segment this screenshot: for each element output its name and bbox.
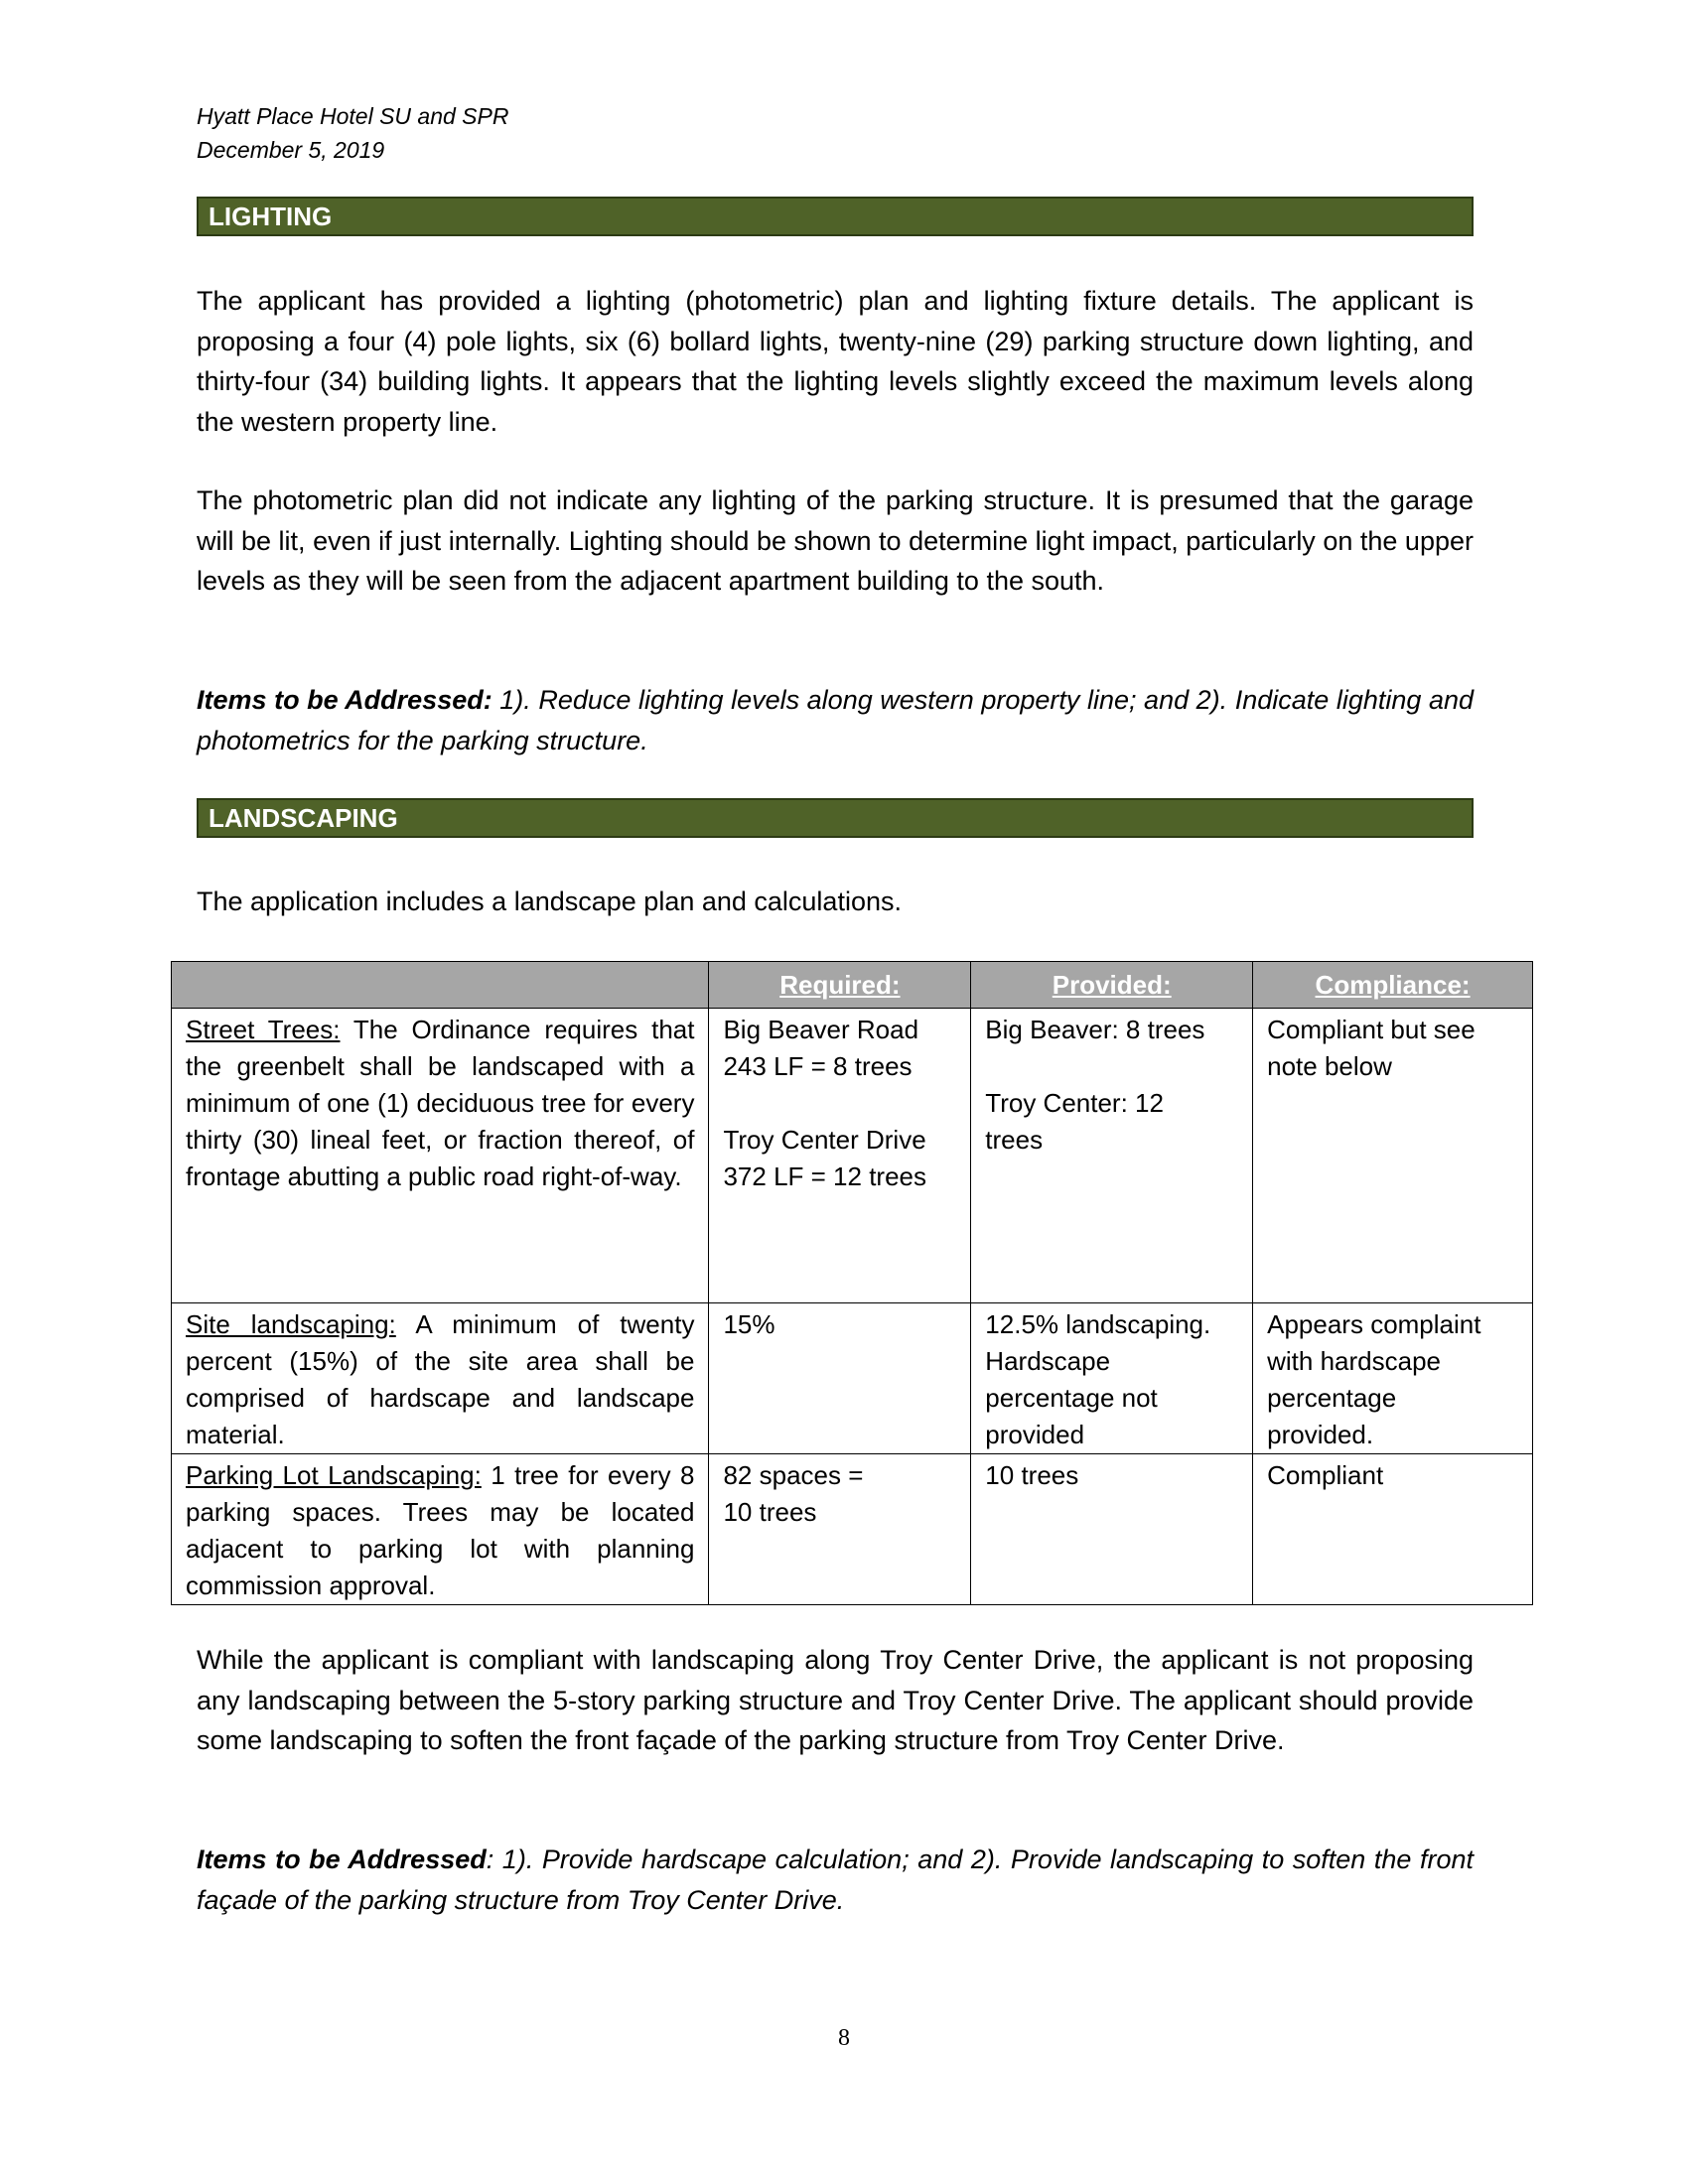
section-heading-landscaping: LANDSCAPING	[197, 798, 1474, 838]
compliance-cell: Appears complaint with hardscape percentage provided.	[1253, 1303, 1533, 1454]
required-cell: 82 spaces = 10 trees	[709, 1454, 971, 1605]
section-heading-lighting: LIGHTING	[197, 197, 1474, 236]
provided-cell: 10 trees	[971, 1454, 1253, 1605]
header-title: Hyatt Place Hotel SU and SPR	[197, 103, 509, 129]
table-row	[172, 1454, 1533, 1605]
requirement-cell	[172, 1303, 709, 1454]
requirement-description: The Ordinance requires that the greenbelt shall be landscaped with a minimum of one (1) deciduous tree for every thirty (30) lineal feet, or fraction thereof, of frontage abutting a public road right-of-way.	[186, 1015, 695, 1191]
lighting-paragraph-1: The applicant has provided a lighting (photometric) plan and lighting fixture details. The applicant is proposing a four (4) pole lights, six (6) bollard lights, twenty-nine (29) parking structure down lighting, and thirty-four (34) building lights. It appears that the lighting levels slightly exceed the maximum levels along the western property line.	[197, 286, 1474, 437]
table-header-provided: Provided:	[971, 962, 1253, 1009]
header-date: December 5, 2019	[197, 137, 385, 163]
compliance-cell: Compliant but see note below	[1253, 1009, 1533, 1303]
landscaping-paragraph: While the applicant is compliant with landscaping along Troy Center Drive, the applicant is not proposing any landscaping between the 5-story parking structure and Troy Center Drive. The applicant should provide some landscaping to soften the front façade of the parking structure from Troy Center Drive.	[197, 1645, 1474, 1755]
document-header	[197, 99, 508, 167]
compliance-cell: Compliant	[1253, 1454, 1533, 1605]
requirement-cell	[172, 1009, 709, 1303]
landscaping-intro: The application includes a landscape plan and calculations.	[197, 887, 902, 916]
items-text: 1). Reduce lighting levels along western property line; and 2). Indicate lighting and photometrics for the parking structure.	[197, 685, 1474, 755]
table-header-cell	[172, 962, 709, 1009]
required-cell: Big Beaver Road 243 LF = 8 trees Troy Center Drive 372 LF = 12 trees	[709, 1009, 971, 1303]
provided-cell: Big Beaver: 8 trees Troy Center: 12 trees	[971, 1009, 1253, 1303]
requirement-label: Parking Lot Landscaping:	[186, 1460, 482, 1490]
requirement-label: Street Trees:	[186, 1015, 341, 1044]
table-row	[172, 1009, 1533, 1303]
landscaping-items-to-address	[197, 1840, 1474, 1920]
table-header-compliance: Compliance:	[1253, 962, 1533, 1009]
provided-cell: 12.5% landscaping. Hardscape percentage not provided	[971, 1303, 1253, 1454]
landscape-requirements-table	[171, 961, 1533, 1605]
lighting-paragraph-2: The photometric plan did not indicate any lighting of the parking structure. It is presumed that the garage will be lit, even if just internally. Lighting should be shown to determine light impact, particularly on the upper levels as they will be seen from the adjacent apartment building to the south.	[197, 485, 1474, 596]
required-cell: 15%	[709, 1303, 971, 1454]
items-label: Items to be Addressed	[197, 1844, 487, 1874]
requirement-label: Site landscaping:	[186, 1309, 396, 1339]
lighting-items-to-address	[197, 680, 1474, 760]
table-row	[172, 1303, 1533, 1454]
table-header-required: Required:	[709, 962, 971, 1009]
page-number: 8	[838, 2025, 850, 2051]
requirement-description: 1 tree for every 8 parking spaces. Trees may be located adjacent to parking lot with planning commission approval.	[186, 1460, 695, 1600]
requirement-cell	[172, 1454, 709, 1605]
requirement-description: A minimum of twenty percent (15%) of the site area shall be comprised of hardscape and landscape material.	[186, 1309, 695, 1449]
items-text: : 1). Provide hardscape calculation; and 2). Provide landscaping to soften the front façade of the parking structure from Troy Center Drive.	[197, 1844, 1474, 1915]
items-label: Items to be Addressed:	[197, 685, 492, 715]
table-header-row	[172, 962, 1533, 1009]
